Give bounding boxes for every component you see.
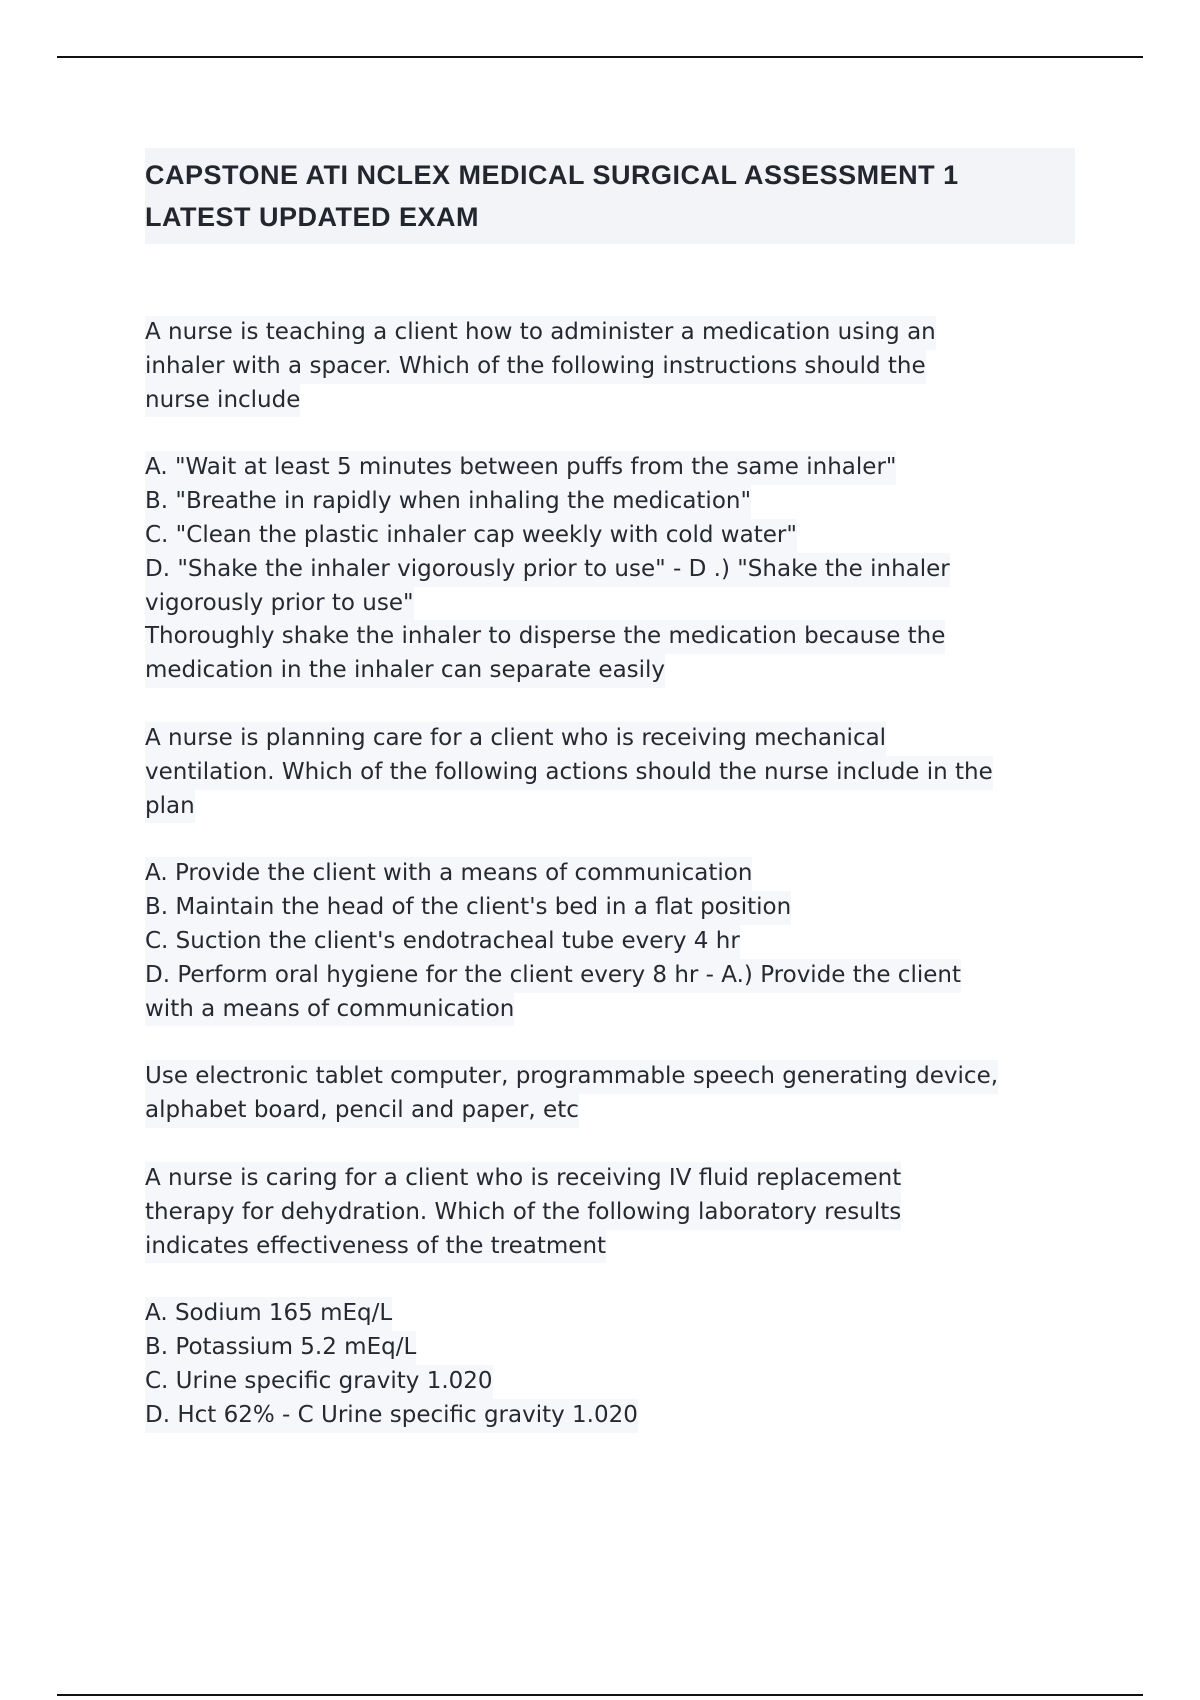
answer-option: D. "Shake the inhaler vigorously prior to use" - D .) "Shake the inhaler <box>145 553 950 587</box>
question-text: A nurse is caring for a client who is receiving IV fluid replacement <box>145 1162 901 1196</box>
question-text: A nurse is planning care for a client who is receiving mechanical <box>145 722 886 756</box>
question-2-rationale <box>145 1060 1075 1128</box>
title-line-2: LATEST UPDATED EXAM <box>145 202 480 232</box>
question-2-options <box>145 857 1075 1026</box>
answer-option: D. Hct 62% - C Urine specific gravity 1.020 <box>145 1399 638 1433</box>
question-text: indicates effectiveness of the treatment <box>145 1230 606 1264</box>
question-text: inhaler with a spacer. Which of the following instructions should the <box>145 350 926 384</box>
question-text: nurse include <box>145 384 300 418</box>
answer-rationale: Use electronic tablet computer, programmable speech generating device, <box>145 1060 998 1094</box>
answer-rationale: Thoroughly shake the inhaler to disperse the medication because the <box>145 620 945 654</box>
question-text: plan <box>145 790 195 824</box>
question-text: therapy for dehydration. Which of the following laboratory results <box>145 1196 901 1230</box>
answer-option: vigorously prior to use" <box>145 587 414 621</box>
answer-rationale: medication in the inhaler can separate easily <box>145 654 665 688</box>
answer-option: A. Provide the client with a means of communication <box>145 857 752 891</box>
answer-option: A. "Wait at least 5 minutes between puffs from the same inhaler" <box>145 451 896 485</box>
bottom-rule <box>57 1694 1143 1696</box>
question-text: ventilation. Which of the following actions should the nurse include in the <box>145 756 993 790</box>
answer-option: with a means of communication <box>145 993 514 1027</box>
answer-option: C. "Clean the plastic inhaler cap weekly with cold water" <box>145 519 797 553</box>
document-body <box>145 148 1075 1467</box>
answer-option: D. Perform oral hygiene for the client every 8 hr - A.) Provide the client <box>145 959 961 993</box>
answer-option: A. Sodium 165 mEq/L <box>145 1297 392 1331</box>
document-title <box>145 148 1075 244</box>
title-line-1: CAPSTONE ATI NCLEX MEDICAL SURGICAL ASSESSMENT 1 <box>145 160 959 190</box>
question-2-stem <box>145 722 1075 823</box>
answer-option: C. Urine specific gravity 1.020 <box>145 1365 493 1399</box>
question-3-options <box>145 1297 1075 1432</box>
answer-option: C. Suction the client's endotracheal tube every 4 hr <box>145 925 740 959</box>
question-text: A nurse is teaching a client how to administer a medication using an <box>145 316 936 350</box>
question-1-options <box>145 451 1075 688</box>
answer-rationale: alphabet board, pencil and paper, etc <box>145 1094 579 1128</box>
answer-option: B. Maintain the head of the client's bed in a flat position <box>145 891 791 925</box>
question-1-stem <box>145 316 1075 417</box>
answer-option: B. Potassium 5.2 mEq/L <box>145 1331 416 1365</box>
answer-option: B. "Breathe in rapidly when inhaling the medication" <box>145 485 751 519</box>
question-3-stem <box>145 1162 1075 1263</box>
question-list <box>145 316 1075 1433</box>
top-rule <box>57 56 1143 58</box>
